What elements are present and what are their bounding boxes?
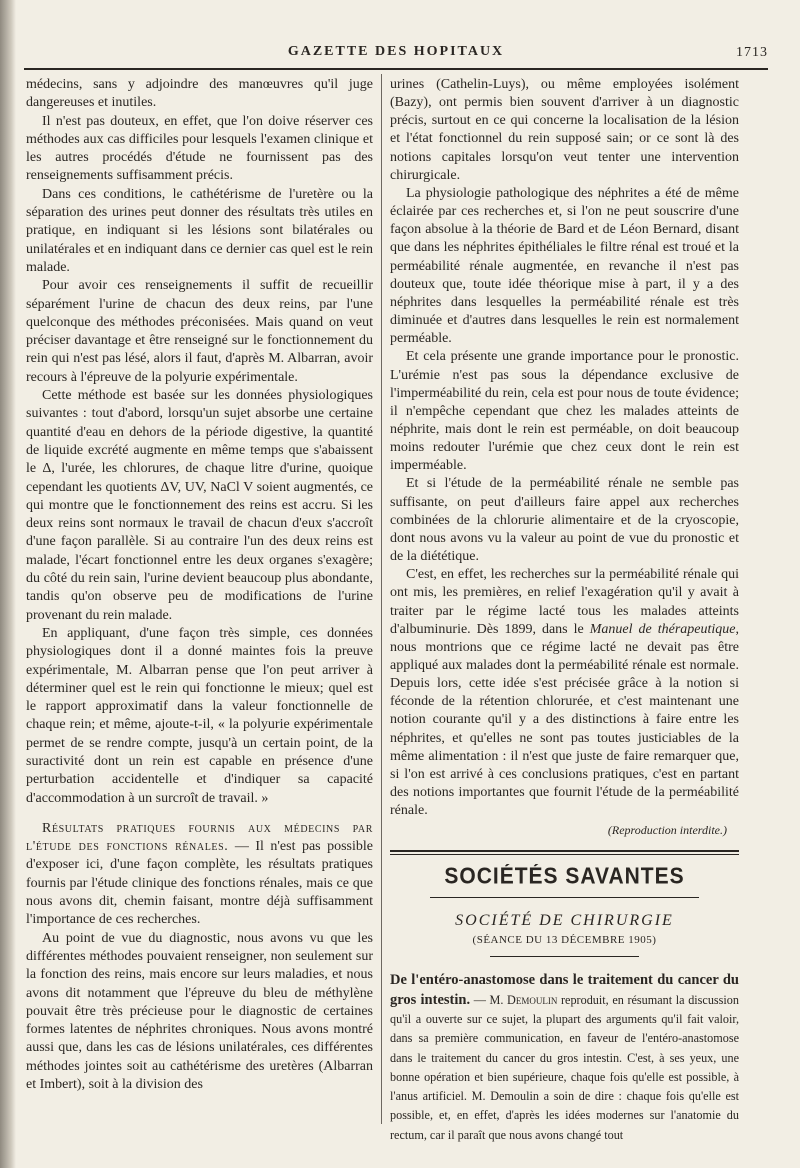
- paragraph: La physiologie pathologique des néphrites a été de même éclairée par ces recherches et, si l'on ne peut souscrire d'une façon absolue à la théorie de Bard et de Léon Bernard, disant que dans les néphrites épithéliales le filtre rénal est troué et la perméabilité rénale augmentée, en revanche il n'est pas douteux que, toute idée théorique mise à part, il y a des néphrites dans lesquelles la perméabilité rénale est très diminuée et d'autres dans lesquelles le rein est normalement perméable.: [390, 185, 739, 347]
- section-paragraph: [26, 820, 373, 930]
- reproduction-notice: (Reproduction interdite.): [607, 823, 727, 838]
- section-title: SOCIÉTÉS SAVANTES: [444, 864, 685, 890]
- section-gap: [26, 808, 373, 820]
- article-dash: — M.: [470, 992, 508, 1007]
- section-title-rule: [430, 897, 699, 898]
- header-rule: [24, 68, 768, 70]
- paragraph: médecins, sans y adjoindre des manœuvres qu'il juge dangereuses et inutiles.: [26, 77, 373, 111]
- journal-title: GAZETTE DES HOPITAUX: [287, 44, 505, 59]
- paragraph: Dans ces conditions, le cathétérisme de l'uretère ou la séparation des urines peut donner des résultats très utiles en pratique, en indiquant si les lésions sont bilatérales ou unilatérales et en indiquant dans ce dernier cas quel est le rein malade.: [26, 186, 373, 275]
- paragraph: Et si l'étude de la perméabilité rénale ne semble pas suffisante, on peut d'ailleurs faire appel aux recherches combinées de la chlorurie alimentaire et de la cryoscopie, dont nous avons vu la valeur au point de vue du pronostic et de la diététique.: [390, 476, 739, 565]
- paragraph: urines (Cathelin-Luys), ou même employées isolément (Bazy), ont permis bien souvent d'arriver à un diagnostic précis, surtout en ce qui concerne la localisation de la lésion et l'état fonctionnel du rein supposé sain; or ce sont là des notions capitales lorsqu'on veut tenter une intervention chirurgicale.: [390, 77, 739, 183]
- paragraph: [390, 566, 739, 820]
- article-paragraph: [390, 971, 739, 1145]
- paragraph: Pour avoir ces renseignements il suffit de recueillir séparément l'urine de chacun des deux reins, par l'une quelconque des méthodes préconisées. Mais quand on veut préciser davantage et être renseigné sur le fonctionnement du rein qui n'est pas lésé, alors il faut, d'après M. Albarran, avoir recours à l'épreuve de la polyurie expérimentale.: [26, 278, 373, 385]
- section-rule: [390, 854, 739, 855]
- page-header: [24, 44, 768, 66]
- section-text: — Il n'est pas possible d'exposer ici, d'une façon complète, les résultats pratiques fournis par l'étude clinique des fonctions rénales, mais ce que nous avons dit, chemin faisant, montre déjà suffisamment l'importance de ces recherches.: [26, 839, 373, 928]
- paragraph: Il n'est pas douteux, en effet, que l'on doive réserver ces méthodes aux cas difficiles pour lesquels l'examen clinique et les autres procédés d'étude ne fournissent pas des renseignements suffisamment précis.: [26, 113, 373, 184]
- column-divider: [381, 74, 382, 1124]
- left-column: [26, 76, 373, 1094]
- book-spine-shadow: [0, 0, 16, 1168]
- page-number: 1713: [736, 45, 768, 60]
- right-column: [390, 76, 739, 1145]
- paragraph: Cette méthode est basée sur les données physiologiques suivantes : tout d'abord, lorsqu'un sujet absorbe une certaine quantité d'eau en dehors de la période digestive, la quantité de liquide excrété augmente en même temps que s'abaissent le Δ, l'urée, les chlorures, de chaque litre d'urine, quoique cependant les quotients ΔV, UV, NaCl V soient augmentés, ce qui montre que le fonctionnement des reins est accru. Si les deux reins sont normaux le travail de chacun d'eux s'accroît d'une façon parallèle. Si au contraire l'un des deux reins est malade, l'écart fonctionnel entre les deux organes s'exagère; du côté du rein sain, l'urine devient beaucoup plus abondante, tandis qu'on observe peu de modifications de l'urine provenant du rein malade.: [26, 388, 373, 623]
- session-date: (SÉANCE DU 13 DÉCEMBRE 1905): [472, 934, 657, 947]
- paragraph-text: , nous montrions que ce régime lacté ne devait pas être appliqué aux malades dont la perméabilité rénale est normale. Depuis lors, cette idée s'est précisée grâce à la notion si féconde de la rétention chlorurée, et c'est maintenant une notion courante qu'il y a des distinctions à faire entre les néphrites, et qu'elles ne sont pas toutes justiciables de la même alimentation : il n'est que juste de faire remarquer que, si l'on est arrivé à ces conclusions pratiques, c'est en partant des notions importantes que fournit l'étude de la perméabilité rénale.: [390, 621, 739, 819]
- session-rule: [490, 956, 639, 957]
- book-title: Manuel de thérapeutique: [589, 621, 736, 637]
- paragraph: En appliquant, d'une façon très simple, ces données physiologiques dont il a donné maintes fois la preuve expérimentale, M. Albarran pense que l'on peut arriver à déterminer quel est le rein qui fonctionne le mieux; quel est le rapport approximatif dans la valeur fonctionnelle de chaque rein; et même, ajoute-t-il, « la polyurie expérimentale permet de se rendre compte, jusqu'à un certain point, de la suractivité dont un rein est capable en présence d'une perturbation accidentelle et d'indiquer sa capacité d'accommodation à un surcroît de travail. »: [26, 625, 373, 806]
- article-author: Demoulin: [507, 992, 558, 1007]
- society-name: SOCIÉTÉ DE CHIRURGIE: [455, 912, 674, 930]
- paragraph: Et cela présente une grande importance pour le pronostic. L'urémie n'est pas sous la dépendance exclusive de l'imperméabilité du rein, cela est pour nous de toute évidence; il n'empêche cependant que chez les malades atteints de néphrite, mais dont le rein est perméable, on doit beaucoup moins redouter l'urémie que chez ceux dont le rein est imperméable.: [390, 349, 739, 474]
- article-title: De l'entéro-anastomose dans le traitement du cancer du gros intestin.: [390, 972, 739, 1008]
- paragraph: Au point de vue du diagnostic, nous avons vu que les différentes méthodes pouvaient renseigner, non seulement sur la fonction des reins, mais encore sur leurs maladies, et nous avons dit notamment que l'épreuve du bleu de méthylène pouvait être très précieuse pour le diagnostic de certaines formes latentes de néphrites chroniques. Nous avons montré aussi que, dans les cas de lésions unilatérales, ces différentes méthodes jointes soit au cathétérisme des uretères (Albarran et Imbert), soit à la division des: [26, 930, 373, 1093]
- section-rule: [390, 850, 739, 852]
- section-subheading: Résultats pratiques fournis aux médecins par l'étude des fonctions rénales.: [26, 820, 373, 855]
- article-body: reproduit, en résumant la discussion qu'il a ouverte sur ce sujet, la plupart des arguments qu'il fait valoir, dans sa première communication, en faveur de l'entéro-anastomose dans le traitement du cancer du gros intestin. C'est, à ses yeux, une bonne opération et bien supérieure, chaque fois qu'elle est possible, à l'anus artificiel. M. Demoulin a soin de dire : chaque fois qu'elle est possible, et, en effet, d'après les idées modernes sur l'anatomie du rectum, car il paraît que nous avons changé tout: [390, 992, 739, 1142]
- paragraph-text: C'est, en effet, les recherches sur la perméabilité rénale qui ont mis, les premières, en relief l'exagération qu'il y avait à traiter par le régime lacté tous les malades atteints d'albuminurie. Dès 1899, dans le: [390, 567, 739, 637]
